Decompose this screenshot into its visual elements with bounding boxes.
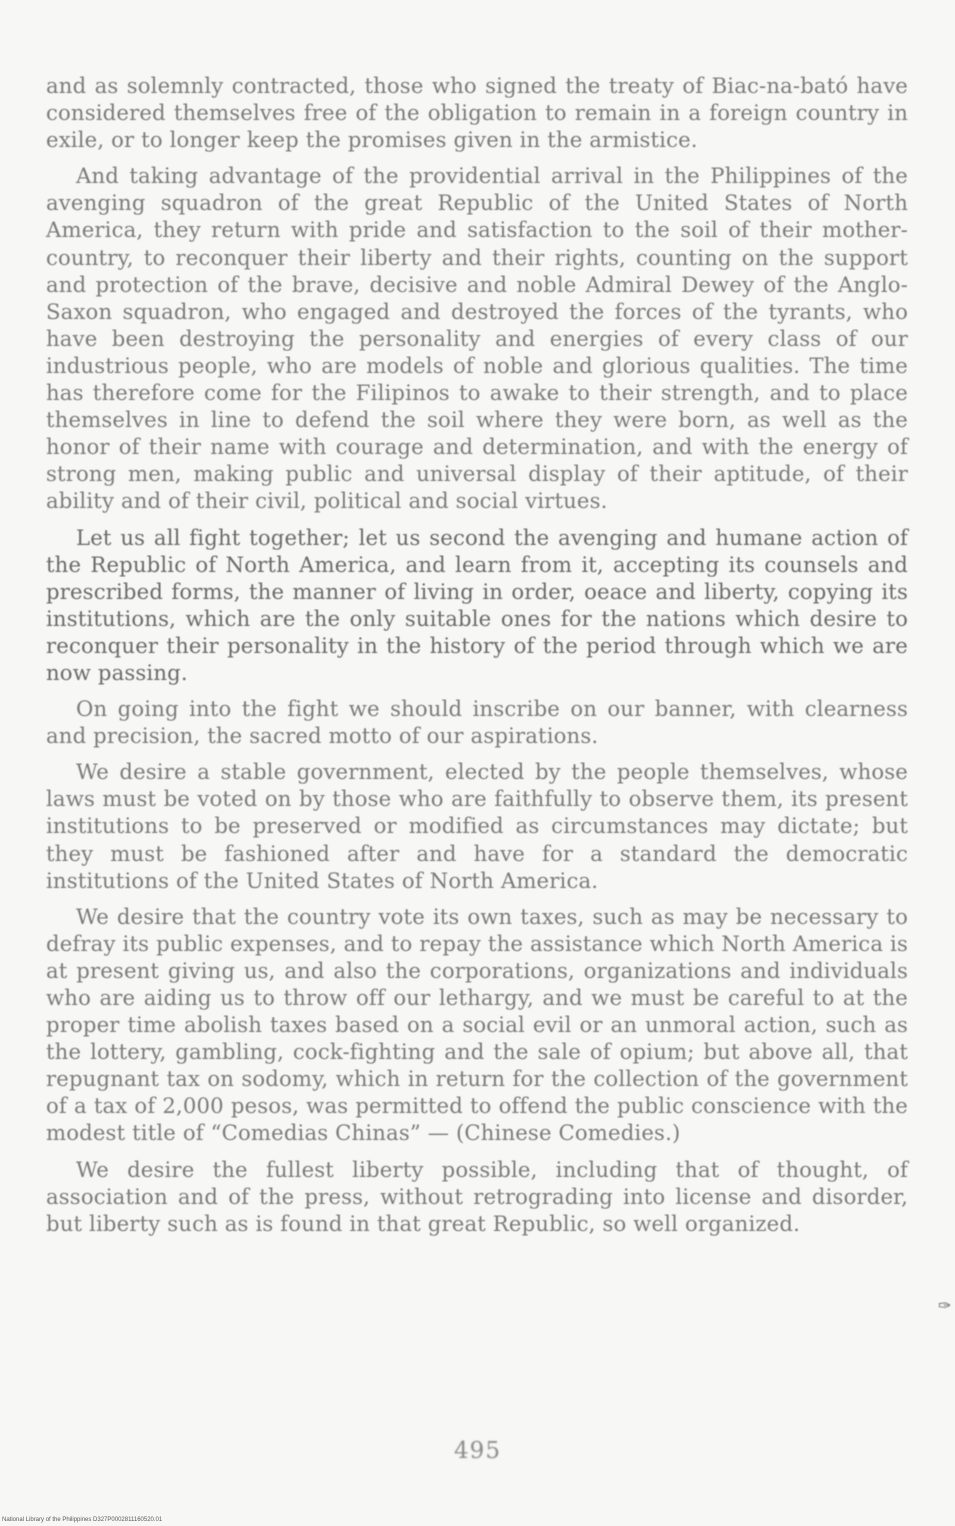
body-text xyxy=(46,72,908,1246)
paragraph-stable-government: We desire a stable government, elected by the people themselves, whose laws must be voted on by those who are faithfully to observe them, its present institutions to be preserved or modified as circumstances may dictate; but they must be fashioned after and have for a standard the democratic institutions of the United States of North America. xyxy=(46,759,908,893)
paragraph-banner-motto: On going into the fight we should inscribe on our banner, with clearness and precision, the sacred motto of our aspirations. xyxy=(46,696,908,749)
paragraph-providential-arrival: And taking advantage of the providential arrival in the Philippines of the avenging squadron of the great Republic of the United States of North America, they return with pride and satisfaction to the soil of their mother-country, to reconquer their liberty and their rights, counting on the support and protection of the brave, decisive and noble Admiral Dewey of the Anglo-Saxon squadron, who engaged and destroyed the forces of the tyrants, who have been destroying the personality and energies of every class of our industrious people, who are models of noble and glorious qualities. The time has therefore come for the Filipinos to awake to their strength, and to place themselves in line to defend the soil where they were born, as well as the honor of their name with courage and determination, and with the energy of strong men, making public and universal display of their aptitude, of their ability and of their civil, political and social virtues. xyxy=(46,163,908,514)
scan-credit-footer: National Library of the Philippines D327P0002811160520.01 xyxy=(2,1517,163,1523)
paragraph-fight-together: Let us all fight together; let us second the avenging and humane action of the Republic of North America, and learn from it, accepting its counsels and prescribed forms, the manner of living in order, oeace and liberty, copying its institutions, which are the only suitable ones for the nations which desire to reconquer their personality in the history of the period through which we are now passing. xyxy=(46,524,908,685)
paragraph-continuation: and as solemnly contracted, those who signed the treaty of Biac-na-bató have considered themselves free of the obligation to remain in a foreign country in exile, or to longer keep the promises given in the armistice. xyxy=(46,73,908,153)
paragraph-liberty: We desire the fullest liberty possible, including that of thought, of association and of the press, without retrograding into license and disorder, but liberty such as is found in that great Republic, so well organized. xyxy=(46,1156,908,1236)
page-number: 495 xyxy=(454,1438,501,1464)
paragraph-taxes: We desire that the country vote its own taxes, such as may be necessary to defray its public expenses, and to repay the assistance which North America is at present giving us, and also the corporations, organizations and individuals who are aiding us to throw off our lethargy, and we must be careful to at the proper time abolish taxes based on a social evil or an unmoral action, such as the lottery, gambling, cock-fighting and the sale of opium; but above all, that repugnant tax on sodomy, which in return for the collection of the government of a tax of 2,000 pesos, was permitted to offend the public conscience with the modest title of “Comedias Chinas” — (Chinese Comedies.) xyxy=(46,903,908,1146)
margin-pencil-mark: ✑ xyxy=(938,1296,952,1315)
